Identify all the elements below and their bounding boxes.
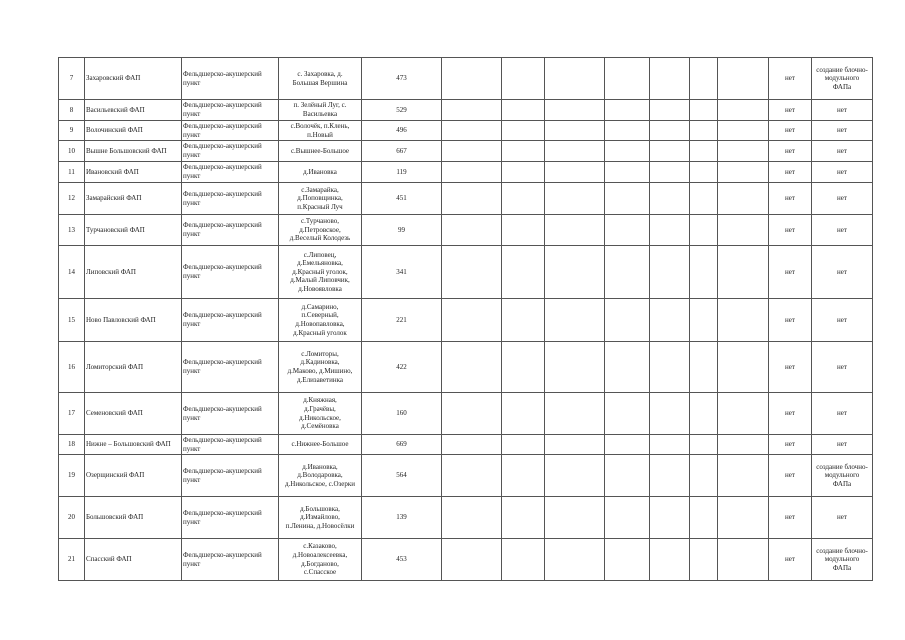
facility-type: Фельдшерско-акушерский пункт [182,183,279,215]
empty-cell [545,342,605,393]
empty-cell [650,435,690,455]
facility-type: Фельдшерско-акушерский пункт [182,162,279,183]
settlement-line: д.Ивановка, [302,462,338,471]
empty-cell [718,58,769,100]
table-row [59,246,873,299]
empty-cell [690,162,718,183]
status-mark: нет [769,455,812,497]
empty-cell [718,183,769,215]
settlement-line: с.Спасское [303,568,337,577]
planned-action [812,299,873,342]
planned-action [812,215,873,246]
population: 99 [362,215,442,246]
planned-action-line: модульного [824,471,860,480]
settlement-line: д.Маково, д.Мишино, [287,367,353,375]
empty-cell [442,497,502,539]
settlement-line: с.Волочёк, п.Клень, [290,121,350,130]
settlement-line: п.Новый [307,130,333,139]
row-number: 17 [59,393,85,435]
empty-cell [502,141,545,162]
status-mark: нет [769,299,812,342]
table-row [59,141,873,162]
settlements-cell [279,58,362,100]
table-row [59,497,873,539]
population: 139 [362,497,442,539]
planned-action-line: ФАПа [832,82,852,91]
status-mark: нет [769,497,812,539]
settlement-line: д.Никольское, [299,413,341,422]
settlement-line: п.Ленина, д.Новосёлки [285,521,355,530]
settlement-line: д.Красный уголок [293,328,347,337]
empty-cell [650,58,690,100]
planned-action-line: нет [837,315,847,324]
facility-name: Ломиторский ФАП [85,342,182,393]
empty-cell [718,539,769,581]
settlements-cell [279,162,362,183]
empty-cell [605,183,650,215]
planned-action [812,497,873,539]
empty-cell [650,455,690,497]
empty-cell [605,455,650,497]
planned-action [812,141,873,162]
empty-cell [545,435,605,455]
empty-cell [650,162,690,183]
empty-cell [605,342,650,393]
planned-action-line: ФАПа [832,563,852,572]
planned-action [812,100,873,121]
empty-cell [502,455,545,497]
empty-cell [650,497,690,539]
empty-cell [650,121,690,141]
empty-cell [690,141,718,162]
settlement-line: д.Измайлово, [300,513,340,522]
empty-cell [718,342,769,393]
empty-cell [442,539,502,581]
status-mark: нет [769,58,812,100]
settlements-cell [279,215,362,246]
planned-action [812,58,873,100]
facility-name: Озерщинский ФАП [85,455,182,497]
planned-action [812,435,873,455]
planned-action-line: нет [837,167,847,176]
empty-cell [718,455,769,497]
empty-cell [690,100,718,121]
population: 221 [362,299,442,342]
planned-action [812,162,873,183]
settlements-cell [279,455,362,497]
table-row [59,455,873,497]
settlement-line: д.Княжная, [303,396,337,405]
empty-cell [690,342,718,393]
facility-type: Фельдшерско-акушерский пункт [182,539,279,581]
settlement-line: с. Захаровка, д. [297,69,343,78]
planned-action-line: нет [837,146,847,155]
settlement-line: д.Веселый Колодезь [289,234,351,243]
population: 119 [362,162,442,183]
settlement-line: с.Турчаново, [301,217,339,226]
empty-cell [502,215,545,246]
row-number: 8 [59,100,85,121]
table-row [59,183,873,215]
empty-cell [502,435,545,455]
settlement-line: д.Богданово, [301,559,339,568]
status-mark: нет [769,100,812,121]
empty-cell [690,246,718,299]
facility-name: Замарайский ФАП [85,183,182,215]
empty-cell [545,183,605,215]
empty-cell [545,121,605,141]
empty-cell [718,497,769,539]
empty-cell [605,435,650,455]
settlements-cell [279,299,362,342]
facility-type: Фельдшерско-акушерский пункт [182,342,279,393]
facility-type: Фельдшерско-акушерский пункт [182,215,279,246]
planned-action [812,393,873,435]
facilities-table [58,57,873,581]
empty-cell [690,455,718,497]
empty-cell [502,100,545,121]
settlement-line: д.Володаровка, [297,471,343,480]
population: 473 [362,58,442,100]
settlement-line: д.Новоалексеевка, [292,550,348,559]
settlement-line: д.Большовка, [300,504,340,513]
empty-cell [718,246,769,299]
empty-cell [605,141,650,162]
empty-cell [605,539,650,581]
planned-action [812,246,873,299]
planned-action-line: нет [837,105,847,114]
facility-name: Волочинский ФАП [85,121,182,141]
facility-name: Липовский ФАП [85,246,182,299]
planned-action-line: создание блочно- [816,546,868,555]
empty-cell [690,215,718,246]
facility-type: Фельдшерско-акушерский пункт [182,299,279,342]
empty-cell [690,393,718,435]
empty-cell [442,141,502,162]
empty-cell [690,299,718,342]
empty-cell [650,100,690,121]
empty-cell [690,121,718,141]
status-mark: нет [769,342,812,393]
status-mark: нет [769,435,812,455]
empty-cell [605,497,650,539]
row-number: 14 [59,246,85,299]
empty-cell [718,121,769,141]
table-row [59,342,873,393]
empty-cell [545,497,605,539]
empty-cell [650,342,690,393]
empty-cell [545,215,605,246]
settlement-line: п. Зелёный Луг, с. [293,101,347,110]
row-number: 19 [59,455,85,497]
planned-action [812,342,873,393]
planned-action-line: модульного [824,74,860,83]
population: 160 [362,393,442,435]
settlement-line: д.Красный уголок, [292,267,348,276]
settlement-line: д.Никольское, с.Озерки [284,479,356,488]
empty-cell [605,121,650,141]
settlement-line: с.Казаково, [303,542,337,551]
facility-type: Фельдшерско-акушерский пункт [182,121,279,141]
facility-name: Спасский ФАП [85,539,182,581]
empty-cell [442,121,502,141]
planned-action-line: нет [837,267,847,276]
empty-cell [442,435,502,455]
settlements-cell [279,435,362,455]
status-mark: нет [769,141,812,162]
status-mark: нет [769,215,812,246]
empty-cell [502,58,545,100]
population: 341 [362,246,442,299]
empty-cell [605,215,650,246]
facility-type: Фельдшерско-акушерский пункт [182,393,279,435]
planned-action [812,539,873,581]
facility-type: Фельдшерско-акушерский пункт [182,141,279,162]
row-number: 20 [59,497,85,539]
planned-action-line: создание блочно- [816,462,868,471]
empty-cell [690,539,718,581]
empty-cell [502,246,545,299]
facility-name: Большовский ФАП [85,497,182,539]
status-mark: нет [769,121,812,141]
table-row [59,100,873,121]
population: 422 [362,342,442,393]
facility-type: Фельдшерско-акушерский пункт [182,455,279,497]
status-mark: нет [769,393,812,435]
settlement-line: д.Новоявловка [298,284,342,293]
facility-type: Фельдшерско-акушерский пункт [182,497,279,539]
settlements-cell [279,141,362,162]
empty-cell [545,539,605,581]
empty-cell [718,215,769,246]
settlement-line: д.Малый Липовчик, [290,276,350,285]
population: 453 [362,539,442,581]
empty-cell [545,100,605,121]
settlement-line: д.Поповщинка, [297,194,343,203]
facility-type: Фельдшерско-акушерский пункт [182,58,279,100]
table-row [59,162,873,183]
settlements-cell [279,183,362,215]
empty-cell [650,141,690,162]
planned-action-line: ФАПа [832,479,852,488]
settlement-line: д.Ивановка [303,167,337,176]
row-number: 9 [59,121,85,141]
settlements-cell [279,100,362,121]
empty-cell [605,299,650,342]
empty-cell [690,58,718,100]
empty-cell [718,393,769,435]
empty-cell [442,215,502,246]
empty-cell [650,215,690,246]
empty-cell [690,435,718,455]
settlement-line: д.Кадиновка, [300,358,340,367]
empty-cell [442,455,502,497]
empty-cell [650,393,690,435]
status-mark: нет [769,162,812,183]
facility-type: Фельдшерско-акушерский пункт [182,100,279,121]
facility-name: Вышне Большовский ФАП [85,141,182,162]
table-row [59,393,873,435]
empty-cell [690,183,718,215]
settlement-line: с.Липовец, [303,250,337,259]
empty-cell [502,162,545,183]
population: 529 [362,100,442,121]
empty-cell [502,393,545,435]
settlements-cell [279,121,362,141]
settlement-line: д.Елизаветинка [296,375,344,384]
empty-cell [442,299,502,342]
facility-name: Васильевский ФАП [85,100,182,121]
empty-cell [545,299,605,342]
row-number: 16 [59,342,85,393]
settlement-line: Васильевка [302,110,338,118]
row-number: 13 [59,215,85,246]
facility-type: Фельдшерско-акушерский пункт [182,435,279,455]
population: 669 [362,435,442,455]
empty-cell [502,342,545,393]
population: 451 [362,183,442,215]
empty-cell [718,435,769,455]
planned-action [812,183,873,215]
planned-action-line: нет [837,409,847,418]
settlement-line: Большая Вершина [292,78,348,87]
empty-cell [718,299,769,342]
empty-cell [718,162,769,183]
settlement-line: д.Семёновка [301,422,339,431]
population: 667 [362,141,442,162]
empty-cell [545,141,605,162]
empty-cell [442,183,502,215]
row-number: 12 [59,183,85,215]
table-row [59,121,873,141]
empty-cell [605,100,650,121]
empty-cell [605,58,650,100]
empty-cell [502,497,545,539]
empty-cell [502,121,545,141]
population: 496 [362,121,442,141]
table-row [59,215,873,246]
empty-cell [442,100,502,121]
status-mark: нет [769,539,812,581]
empty-cell [650,539,690,581]
empty-cell [605,162,650,183]
row-number: 11 [59,162,85,183]
facility-name: Семеновский ФАП [85,393,182,435]
row-number: 21 [59,539,85,581]
empty-cell [545,246,605,299]
planned-action [812,455,873,497]
settlement-line: д.Грачёвы, [304,404,336,413]
planned-action-line: модульного [824,555,860,564]
settlement-line: с.Замарайка, [301,185,339,194]
empty-cell [650,183,690,215]
settlement-line: д.Новопавловка, [295,320,345,328]
facility-name: Турчановский ФАП [85,215,182,246]
empty-cell [442,246,502,299]
table-body [59,58,873,581]
table-row [59,539,873,581]
planned-action-line: нет [837,513,847,522]
planned-action [812,121,873,141]
planned-action-line: нет [837,126,847,135]
planned-action-line: нет [837,194,847,203]
planned-action-line: нет [837,362,847,371]
settlement-line: с.Вышнее-Большое [290,146,350,155]
empty-cell [545,455,605,497]
settlements-cell [279,497,362,539]
row-number: 10 [59,141,85,162]
planned-action-line: создание блочно- [816,65,868,74]
settlements-cell [279,539,362,581]
empty-cell [690,497,718,539]
settlements-cell [279,393,362,435]
empty-cell [442,162,502,183]
settlement-line: д.Петровское, [299,225,341,234]
facility-name: Ново Павловский ФАП [85,299,182,342]
row-number: 7 [59,58,85,100]
empty-cell [545,162,605,183]
status-mark: нет [769,183,812,215]
population: 564 [362,455,442,497]
settlement-line: п.Красный Луч [297,202,343,211]
empty-cell [442,393,502,435]
empty-cell [545,58,605,100]
planned-action-line: нет [837,225,847,234]
empty-cell [502,299,545,342]
table-row [59,58,873,100]
settlement-line: с.Нижнее-Большое [291,440,349,449]
status-mark: нет [769,246,812,299]
empty-cell [605,246,650,299]
empty-cell [650,246,690,299]
settlement-line: д.Емельяновка, [297,259,343,268]
settlements-cell [279,342,362,393]
empty-cell [502,539,545,581]
empty-cell [718,100,769,121]
settlement-line: п.Северный, [301,311,339,320]
table-row [59,435,873,455]
settlements-cell [279,246,362,299]
empty-cell [442,342,502,393]
settlement-line: с.Ломиторы, [301,349,339,358]
facility-type: Фельдшерско-акушерский пункт [182,246,279,299]
facility-name: Ивановский ФАП [85,162,182,183]
row-number: 15 [59,299,85,342]
settlement-line: д.Самарино, [301,302,339,311]
table-row [59,299,873,342]
facility-name: Захаровский ФАП [85,58,182,100]
empty-cell [442,58,502,100]
planned-action-line: нет [837,440,847,449]
empty-cell [650,299,690,342]
facility-name: Нижне – Большовский ФАП [85,435,182,455]
row-number: 18 [59,435,85,455]
empty-cell [502,183,545,215]
empty-cell [545,393,605,435]
empty-cell [718,141,769,162]
empty-cell [605,393,650,435]
